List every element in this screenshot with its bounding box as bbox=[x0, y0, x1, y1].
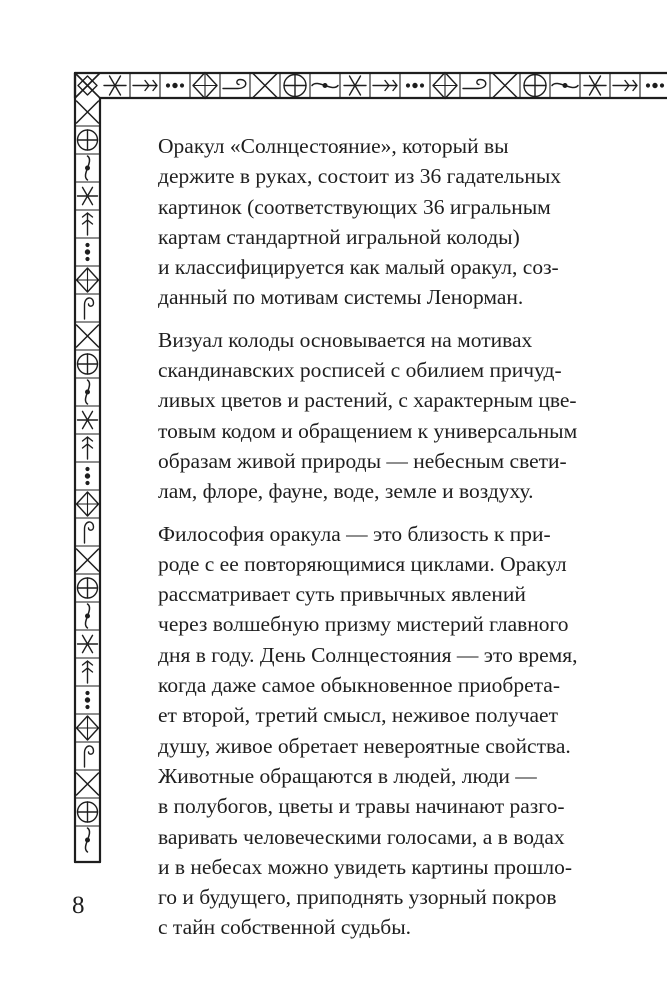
ornament-motif-icon bbox=[253, 74, 277, 98]
ornament-motif-icon bbox=[86, 474, 90, 478]
text-line: картам стандартной игральной колоды) bbox=[158, 224, 520, 249]
ornament-motif-icon bbox=[647, 84, 650, 87]
ornament-motif-icon bbox=[86, 244, 89, 247]
paragraph bbox=[127, 519, 583, 943]
text-line: данный по мотивам системы Ленорман. bbox=[158, 285, 524, 310]
ornament-motif-icon bbox=[661, 84, 664, 87]
text-line: в полубогов, цветы и травы начинают разго- bbox=[158, 794, 565, 819]
text-line: образам живой природы — небесным свети- bbox=[158, 448, 567, 473]
ornament-motif-icon bbox=[613, 81, 637, 91]
ornament-motif-icon bbox=[83, 213, 93, 235]
ornament-motif-icon bbox=[77, 549, 99, 571]
text-line: лам, флоре, фауне, воде, земле и воздуху. bbox=[158, 479, 534, 504]
ornament-motif-icon bbox=[421, 84, 424, 87]
ornament-motif-icon bbox=[86, 250, 90, 254]
ornament-motif-icon bbox=[86, 258, 89, 261]
ornament-motif-icon bbox=[323, 84, 327, 88]
text-line: держите в руках, состоит из 36 гадательных bbox=[158, 164, 562, 189]
paragraph bbox=[127, 131, 583, 313]
ornament-motif-icon bbox=[653, 84, 657, 88]
ornament-motif-icon bbox=[83, 661, 93, 683]
text-line: ливых цветов и растений, с характерным цве- bbox=[158, 388, 577, 413]
ornament-motif-icon bbox=[77, 268, 99, 292]
ornament-motif-icon bbox=[563, 84, 567, 88]
paragraph bbox=[127, 325, 583, 507]
text-line: Оракул «Солнцестояние», который вы bbox=[158, 134, 509, 158]
text-line: дня в году. День Солнцестояния — это время, bbox=[158, 642, 578, 667]
ornament-motif-icon bbox=[77, 492, 99, 516]
ornament-motif-icon bbox=[77, 773, 99, 795]
ornament-motif-icon bbox=[77, 716, 99, 740]
ornament-motif-icon bbox=[85, 298, 94, 319]
text-line: картинок (соответствующих 36 игральным bbox=[158, 194, 551, 219]
ornament-motif-icon bbox=[193, 73, 217, 99]
text-line: роде с ее повторяющимися циклами. Оракул bbox=[158, 551, 567, 576]
text-line: Философия оракула — это близость к при- bbox=[158, 521, 551, 546]
ornament-motif-icon bbox=[167, 84, 170, 87]
ornament-motif-icon bbox=[83, 437, 93, 459]
text-line: го и будущего, приподнять узорный покров bbox=[158, 885, 557, 910]
text-line: скандинавских росписей с обилием причуд- bbox=[158, 358, 562, 383]
ornament-motif-icon bbox=[86, 166, 90, 170]
ornament-motif-icon bbox=[493, 74, 517, 98]
ornament-motif-icon bbox=[433, 73, 457, 99]
ornament-motif-icon bbox=[77, 325, 99, 347]
ornament-motif-icon bbox=[85, 746, 94, 767]
text-line: варивать человеческими голосами, а в водах bbox=[158, 824, 565, 849]
text-line: и в небесах можно увидеть картины прошло- bbox=[158, 854, 572, 879]
ornament-motif-icon bbox=[86, 698, 90, 702]
ornament-motif-icon bbox=[85, 522, 94, 543]
ornament-motif-icon bbox=[133, 81, 157, 91]
ornament-motif-icon bbox=[223, 80, 246, 89]
ornament-motif-icon bbox=[86, 706, 89, 709]
ornament-motif-icon bbox=[77, 101, 99, 123]
text-line: Животные обращаются в людей, люди — bbox=[158, 763, 537, 788]
text-line: товым кодом и обращением к универсальным bbox=[158, 418, 578, 443]
ornament-motif-icon bbox=[86, 838, 90, 842]
text-line: и классифицируется как малый оракул, соз- bbox=[158, 255, 559, 280]
ornament-motif-icon bbox=[86, 692, 89, 695]
ornament-motif-icon bbox=[86, 614, 90, 618]
ornament-motif-icon bbox=[86, 482, 89, 485]
ornament-motif-icon bbox=[181, 84, 184, 87]
text-line: Визуал колоды основывается на мотивах bbox=[158, 327, 533, 352]
ornament-motif-icon bbox=[173, 84, 177, 88]
text-line: с тайн собственной судьбы. bbox=[158, 915, 412, 940]
text-line: когда даже самое обыкновенное приобрета- bbox=[158, 673, 561, 698]
ornament-motif-icon bbox=[86, 390, 90, 394]
page-number: 8 bbox=[72, 892, 85, 919]
text-line: рассматривает суть привычных явлений bbox=[158, 582, 526, 607]
text-line: ет второй, третий смысл, неживое получает bbox=[158, 703, 558, 728]
text-line: душу, живое обретает невероятные свойства. bbox=[158, 733, 571, 758]
ornament-motif-icon bbox=[373, 81, 397, 91]
body-text bbox=[127, 131, 583, 955]
text-line: через волшебную призму мистерий главного bbox=[158, 612, 569, 637]
ornament-motif-icon bbox=[86, 468, 89, 471]
ornament-motif-icon bbox=[407, 84, 410, 87]
ornament-motif-icon bbox=[463, 80, 486, 89]
ornament-motif-icon bbox=[413, 84, 417, 88]
